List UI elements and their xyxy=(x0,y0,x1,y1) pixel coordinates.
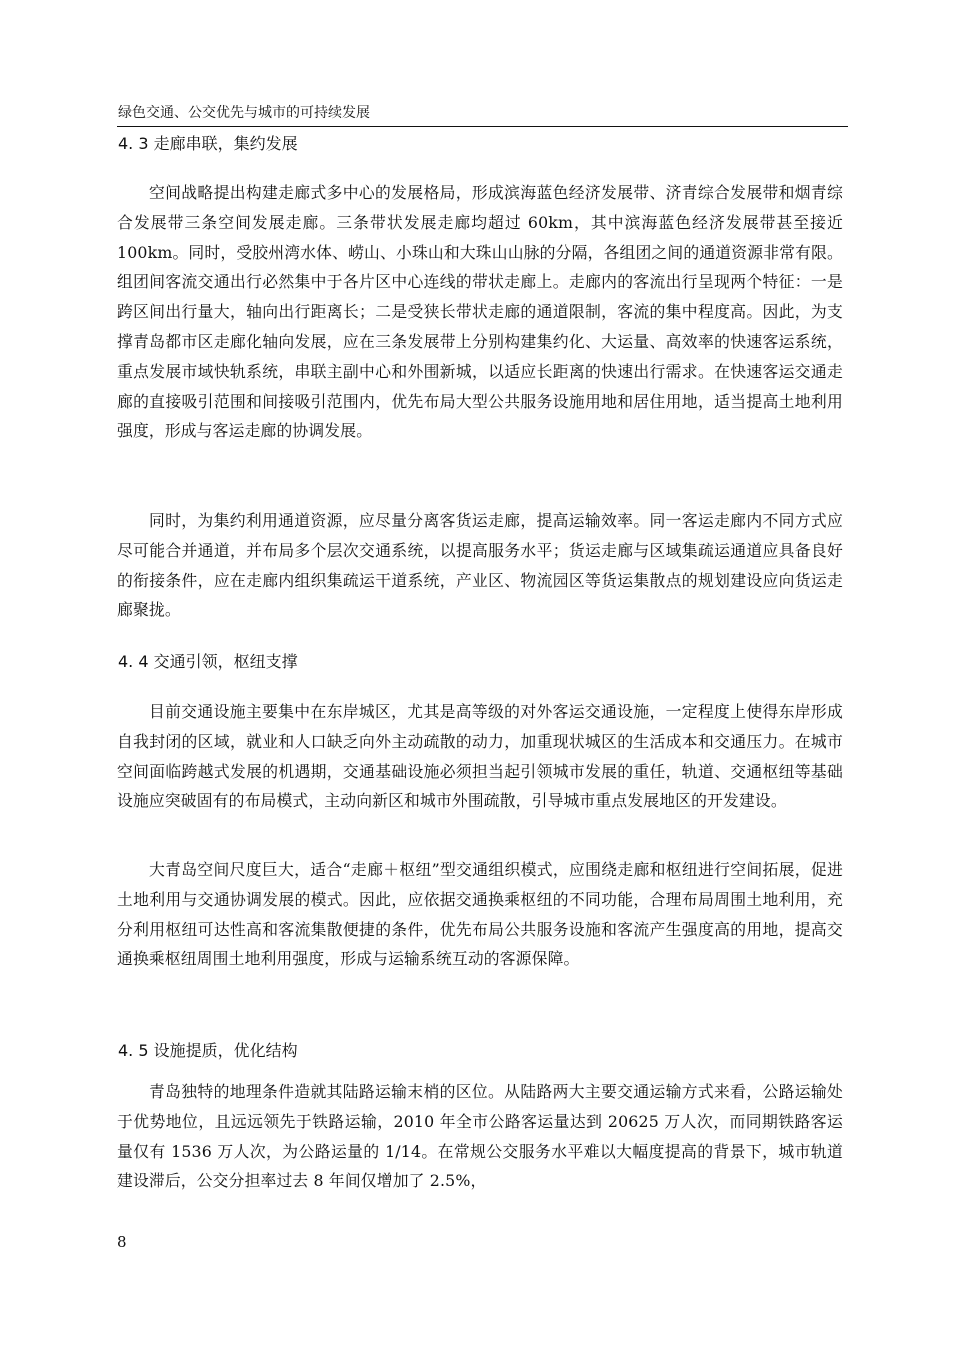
section-heading-4-4: 4. 4 交通引领，枢纽支撑 xyxy=(118,652,298,671)
paragraph-4-3-2: 同时，为集约利用通道资源，应尽量分离客货运走廊，提高运输效率。同一客运走廊内不同方式应尽可能合并通道，并布局多个层次交通系统，以提高服务水平；货运走廊与区域集疏运通道应具备良好的衔接条件，应在走廊内组织集疏运干道系统，产业区、物流园区等货运集散点的规划建设应向货运走廊聚拢。 xyxy=(117,511,843,620)
paragraph-4-5-1: 青岛独特的地理条件造就其陆路运输末梢的区位。从陆路两大主要交通运输方式来看，公路运输处于优势地位，且远远领先于铁路运输，2010 年全市公路客运量达到 20625 万人次，而同期铁路客运量仅有 1536 万人次，为公路运量的 1/14。在常规公交服务水平难以大幅度提高的背景下，城市轨道建设滞后，公交分担率过去 8 年间仅增加了 2.5%， xyxy=(117,1082,843,1191)
paragraph-4-4-1: 目前交通设施主要集中在东岸城区，尤其是高等级的对外客运交通设施，一定程度上使得东岸形成自我封闭的区域，就业和人口缺乏向外主动疏散的动力，加重现状城区的生活成本和交通压力。在城市空间面临跨越式发展的机遇期，交通基础设施必须担当起引领城市发展的重任，轨道、交通枢纽等基础设施应突破固有的布局模式，主动向新区和城市外围疏散，引导城市重点发展地区的开发建设。 xyxy=(117,702,843,811)
paragraph-4-3-1: 空间战略提出构建走廊式多中心的发展格局，形成滨海蓝色经济发展带、济青综合发展带和烟青综合发展带三条空间发展走廊。三条带状发展走廊均超过 60km，其中滨海蓝色经济发展带甚至接近 100km。同时，受胶州湾水体、崂山、小珠山和大珠山山脉的分隔，各组团之间的通道资源非常有限。组团间客流交通出行必然集中于各片区中心连线的带状走廊上。走廊内的客流出行呈现两个特征：一是跨区间出行量大，轴向出行距离长；二是受狭长带状走廊的通道限制，客流的集中程度高。因此，为支撑青岛都市区走廊化轴向发展，应在三条发展带上分别构建集约化、大运量、高效率的快速客运系统，重点发展市域快轨系统，串联主副中心和外围新城，以适应长距离的快速出行需求。在快速客运交通走廊的直接吸引范围和间接吸引范围内，优先布局大型公共服务设施用地和居住用地，适当提高土地利用强度，形成与客运走廊的协调发展。 xyxy=(117,183,843,441)
running-header: 绿色交通、公交优先与城市的可持续发展 xyxy=(118,105,370,121)
section-heading-4-5: 4. 5 设施提质，优化结构 xyxy=(118,1041,298,1060)
paragraph-4-4-2: 大青岛空间尺度巨大，适合“走廊＋枢纽”型交通组织模式，应围绕走廊和枢纽进行空间拓展，促进土地利用与交通协调发展的模式。因此，应依据交通换乘枢纽的不同功能，合理布局周围土地利用，充分利用枢纽可达性高和客流集散便捷的条件，优先布局公共服务设施和客流产生强度高的用地，提高交通换乘枢纽周围土地利用强度，形成与运输系统互动的客源保障。 xyxy=(117,860,843,969)
header-rule xyxy=(117,126,848,127)
section-heading-4-3: 4. 3 走廊串联，集约发展 xyxy=(118,134,298,153)
page-number: 8 xyxy=(117,1233,127,1251)
